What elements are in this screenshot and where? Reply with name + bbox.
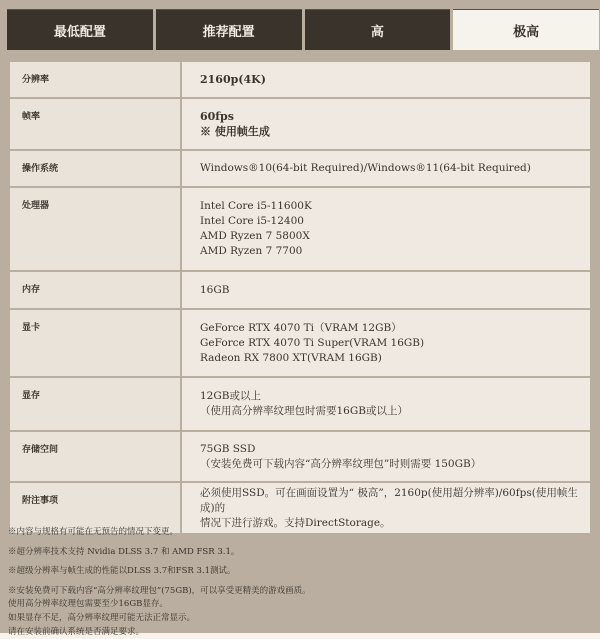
spec-tabs (7, 9, 599, 49)
row-label: 显存 (10, 378, 180, 430)
row-resolution (10, 62, 590, 99)
row-gpu (10, 310, 590, 378)
footnote: 请在安装前确认系统是否满足要求。 (8, 626, 145, 637)
footnote: 使用高分辨率纹理包需要至少16GB显存。 (8, 599, 168, 610)
row-framerate (10, 99, 590, 151)
footnote: 如果显存不足，高分辨率纹理可能无法正常显示。 (8, 612, 196, 623)
row-value: GeForce RTX 4070 Ti（VRAM 12GB） GeForce RTX 4070 Ti Super(VRAM 16GB) Radeon RX 7800 XT(VRAM 16GB) (182, 310, 590, 376)
footnote: ※安装免费可下载内容“高分辨率纹理包”(75GB)，可以享受更精美的游戏画质。 (8, 585, 311, 596)
row-label: 分辨率 (10, 62, 180, 97)
footnote: ※内容与规格有可能在无预告的情况下变更。 (8, 527, 179, 537)
row-value: 2160p(4K) (182, 62, 590, 97)
row-value: 60fps ※ 使用帧生成 (182, 99, 590, 149)
row-storage (10, 432, 590, 483)
row-label: 帧率 (10, 99, 180, 149)
row-label: 内存 (10, 272, 180, 308)
row-label: 显卡 (10, 310, 180, 376)
row-vram (10, 378, 590, 432)
row-value: 12GB或以上 （使用高分辨率纹理包时需要16GB或以上） (182, 378, 590, 430)
tab-ultra[interactable]: 极高 (453, 9, 599, 50)
row-os (10, 151, 590, 188)
row-label: 操作系统 (10, 151, 180, 186)
tab-minimum[interactable]: 最低配置 (7, 9, 153, 50)
tab-recommended[interactable]: 推荐配置 (156, 9, 302, 50)
row-value: 16GB (182, 272, 590, 308)
row-label: 附注事项 (10, 483, 180, 533)
row-value: Intel Core i5-11600K Intel Core i5-12400 AMD Ryzen 7 5800X AMD Ryzen 7 7700 (182, 188, 590, 270)
row-cpu (10, 188, 590, 272)
row-label: 存储空间 (10, 432, 180, 481)
footnote: ※超分辨率技术支持 Nvidia DLSS 3.7 和 AMD FSR 3.1。 (8, 546, 240, 557)
footnotes (8, 526, 593, 639)
row-memory (10, 272, 590, 310)
row-value: 75GB SSD （安装免费可下载内容“高分辨率纹理包”时则需要 150GB） (182, 432, 590, 481)
row-value: 必须使用SSD。可在画面设置为“ 极高”，2160p(使用超分辨率)/60fps(使用帧生成)的 情况下进行游戏。支持DirectStorage。 (182, 483, 590, 533)
spec-table (10, 62, 590, 535)
row-value: Windows®10(64-bit Required)/Windows®11(64-bit Required) (182, 151, 590, 186)
row-label: 处理器 (10, 188, 180, 270)
tab-high[interactable]: 高 (305, 9, 451, 50)
footnote: ※超级分辨率与帧生成的性能以DLSS 3.7和FSR 3.1测试。 (8, 566, 236, 577)
